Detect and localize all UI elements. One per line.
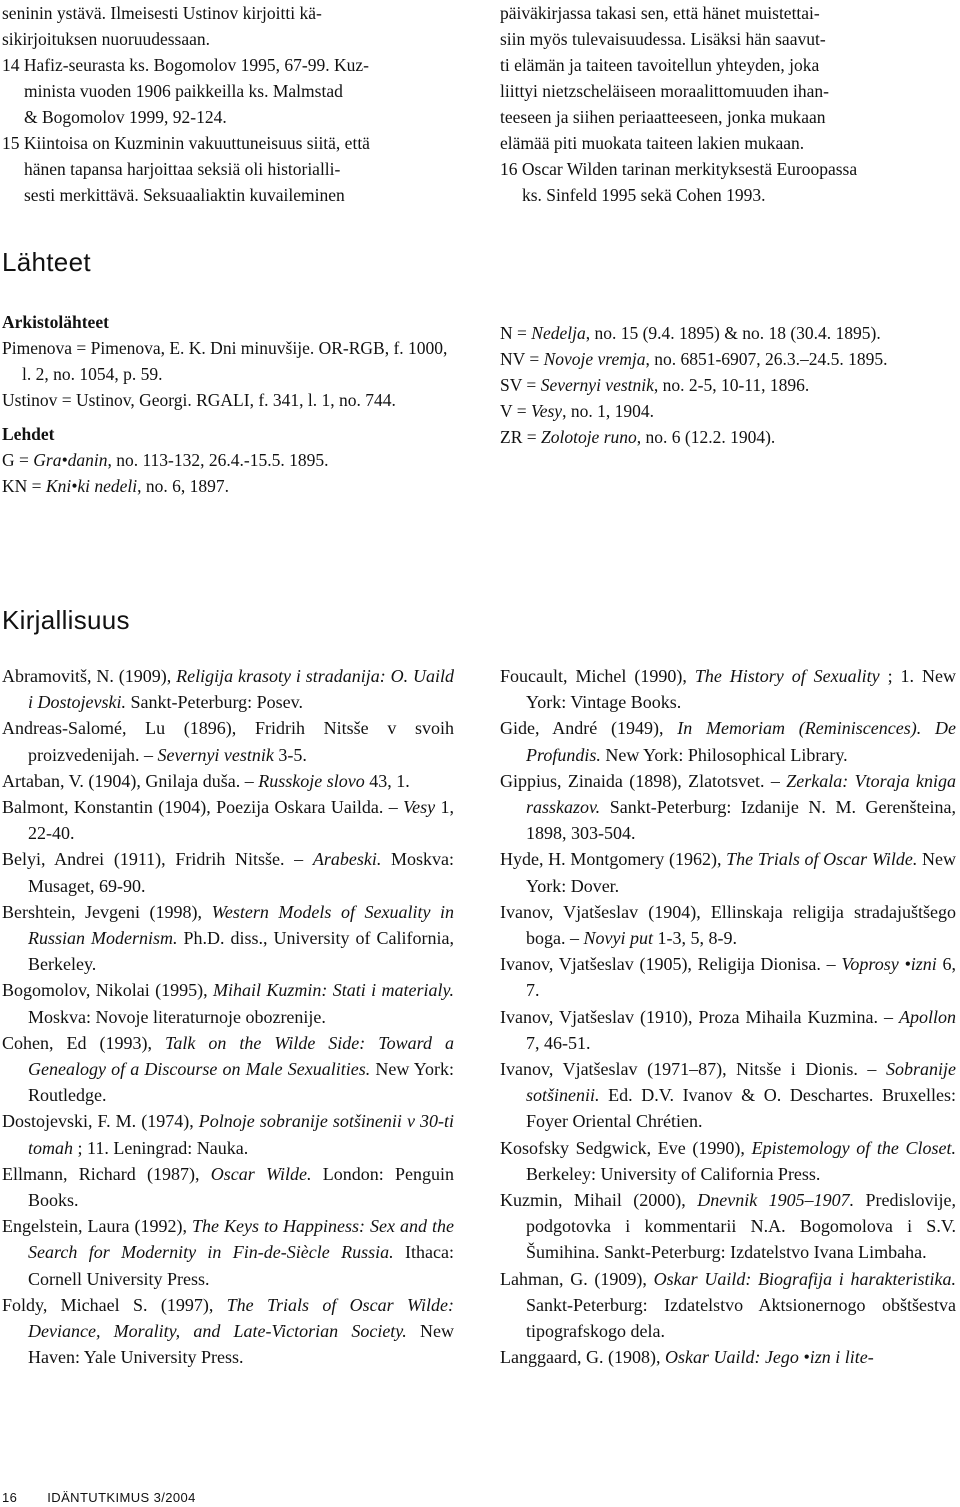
entry-details: Moskva: Musaget, 69-90. (28, 849, 454, 896)
entry-title: The Trials of Oscar Wilde. (726, 849, 918, 870)
entry-details: ; 11. Leningrad: Nauka. (73, 1137, 249, 1158)
archive-source-entry: Pimenova = Pimenova, E. K. Dni minuvšije. OR-RGB, f. 1000, l. 2, no. 1054, p. 59. (2, 338, 448, 384)
entry-text: Belyi, Andrei (1911), Fridrih Nitsše. – (2, 849, 313, 870)
entry-details: Moskva: Novoje literaturnoje obozrenije. (28, 1006, 326, 1027)
entry-text: Kuzmin, Mihail (2000), (500, 1190, 698, 1211)
bibliography-right-column (500, 663, 956, 1370)
entry-title: Novoje vremja (543, 349, 646, 369)
entry-text: G = (2, 450, 34, 470)
entry-details: Ed. D.V. Ivanov & O. Deschartes. Bruxelles: Foyer Oriental Chrétien. (526, 1085, 956, 1132)
entry-title: Polnoje sobranije sotšinenii v 30-ti tomah (28, 1111, 454, 1158)
archive-sources-list (2, 335, 454, 413)
entry-details: Sankt-Peterburg: Posev. (125, 692, 303, 713)
footnotes-left-column (2, 0, 450, 208)
entry-title: Vesy (530, 401, 563, 421)
bibliography-entry (2, 794, 454, 846)
entry-text: Hyde, H. Montgomery (1962), (500, 849, 727, 870)
footnote-line: sikirjoituksen nuoruudessaan. (2, 29, 211, 49)
entry-title: Religija krasoty i stradanija: O. Uaild i Dostojevski. (28, 666, 454, 713)
entry-details: 1, 22-40. (28, 797, 455, 844)
entry-title: Russkoje slovo (258, 770, 365, 791)
entry-title: Kni•ki nedeli (45, 476, 138, 496)
entry-details: New Haven: Yale University Press. (28, 1321, 454, 1368)
newspaper-entry (500, 424, 956, 450)
literature-heading: Kirjallisuus (2, 605, 130, 635)
entry-details: Predislovije, podgotovka i kommentarii N.A. Bogomolova i S.V. Šumihina. Sankt-Peterburg: Izdatelstvo Ivana Limbaha. (526, 1190, 957, 1263)
sources-right-column (500, 320, 956, 450)
entry-text: N = (500, 323, 532, 343)
footnote-line: minista vuoden 1906 paikkeilla ks. Malmstad (24, 81, 343, 101)
footnote-line: päiväkirjassa takasi sen, että hänet muistettai- (500, 3, 820, 23)
entry-title: Zerkala: Vtoraja kniga rasskazov. (526, 770, 957, 818)
entry-details: Berkeley: University of California Press. (526, 1163, 821, 1184)
entry-details: , no. 15 (9.4. 1895) & no. 18 (30.4. 1895). (585, 323, 881, 343)
entry-details: , no. 2-5, 10-11, 1896. (653, 375, 810, 395)
entry-title: The History of Sexuality (694, 666, 880, 686)
bibliography-entry (2, 1108, 454, 1160)
footnote-line: 14 Hafiz-seurasta ks. Bogomolov 1995, 67-99. Kuz- (2, 55, 369, 75)
footnote-line: siin myös tulevaisuudessa. Lisäksi hän saavut- (500, 29, 826, 49)
bibliography-entry (2, 1161, 454, 1213)
entry-title: Vesy (403, 797, 436, 818)
entry-details: , no. 6 (12.2. 1904). (636, 427, 776, 447)
sources-heading: Lähteet (2, 247, 91, 277)
entry-details: , no. 6851-6907, 26.3.–24.5. 1895. (645, 349, 888, 369)
footnote-line: hänen tapansa harjoittaa seksiä oli historialli- (24, 159, 341, 179)
bibliography-entry (500, 1266, 956, 1345)
entry-text: SV = (500, 375, 541, 395)
entry-title: Nedelja (531, 323, 586, 343)
entry-text: Artaban, V. (1904), Gnilaja duša. – (2, 770, 259, 791)
footnote-line: & Bogomolov 1999, 92-124. (24, 107, 227, 127)
entry-title: Epistemology of the Closet. (751, 1137, 957, 1158)
entry-details: New York: Philosophical Library. (600, 744, 848, 765)
entry-details: Sankt-Peterburg: Izdatelstvo Aktsionernogo obštšestva tipografskogo dela. (526, 1294, 956, 1342)
entry-title: Oscar Wilde. (210, 1163, 312, 1184)
footnote-line: 15 Kiintoisa on Kuzminin vakuuttuneisuus siitä, että (2, 133, 370, 153)
entry-text: Ivanov, Vjatšeslav (1905), Religija Dionisa. – (500, 954, 842, 975)
entry-text: V = (500, 401, 531, 421)
entry-text: Dostojevski, F. M. (1974), (2, 1111, 199, 1132)
entry-text: Kosofsky Sedgwick, Eve (1990), (500, 1137, 752, 1158)
entry-title: Mihail Kuzmin: Stati i materialy. (212, 980, 454, 1001)
bibliography-left-column (2, 663, 454, 1370)
bibliography-entry (2, 1292, 454, 1371)
bibliography-entry (500, 715, 956, 767)
footnotes-right-column (500, 0, 956, 208)
newspapers-list (2, 447, 454, 499)
entry-text: ZR = (500, 427, 541, 447)
newspaper-entry (500, 346, 956, 372)
archive-sources-title: Arkistolähteet (2, 312, 109, 332)
entry-text: Bogomolov, Nikolai (1995), (2, 980, 213, 1001)
entry-text: Balmont, Konstantin (1904), Poezija Oskara Uailda. – (2, 797, 404, 818)
entry-title: Talk on the Wilde Side: Toward a Genealogy of a Discourse on Male Sexualities. (28, 1032, 454, 1080)
entry-text: Abramovitš, N. (1909), (2, 666, 177, 686)
entry-text: KN = (2, 476, 46, 496)
bibliography-entry (2, 768, 454, 794)
entry-title: Zolotoje runo (540, 427, 637, 447)
entry-text: Ellmann, Richard (1987), (2, 1163, 211, 1184)
entry-text: NV = (500, 349, 544, 369)
entry-text: Foldy, Michael S. (1997), (2, 1294, 227, 1315)
footnote-line: sesti merkittävä. Seksuaaliaktin kuvaileminen (24, 185, 345, 205)
entry-text: Ivanov, Vjatšeslav (1971–87), Nitsše i Dionis. – (500, 1059, 886, 1080)
entry-text: Gippius, Zinaida (1898), Zlatotsvet. – (500, 770, 787, 791)
entry-text: Lahman, G. (1909), (500, 1268, 654, 1289)
entry-title: In Memoriam (Reminiscences). De Profundis. (526, 718, 956, 765)
entry-details: New York: Dover. (526, 849, 956, 896)
bibliography-entry (500, 1056, 956, 1135)
newspapers-title: Lehdet (2, 424, 55, 444)
entry-details: 7, 46-51. (526, 1032, 591, 1053)
entry-title: Novyi put (583, 928, 653, 949)
footnote-line: 16 Oscar Wilden tarinan merkityksestä Euroopassa (500, 159, 858, 179)
entry-details: London: Penguin Books. (28, 1163, 454, 1211)
entry-text: Engelstein, Laura (1992), (2, 1216, 192, 1237)
entry-details: 1-3, 5, 8-9. (653, 928, 737, 949)
entry-details: 6, 7. (526, 954, 957, 1001)
newspaper-entry (500, 320, 956, 346)
entry-details: Sankt-Peterburg: Izdanije N. M. Gerenšteina, 1898, 303-504. (526, 797, 956, 844)
bibliography-entry (2, 977, 454, 1029)
bibliography-entry (500, 768, 956, 847)
entry-details: 3-5. (273, 744, 307, 765)
entry-title: Severnyi vestnik (157, 744, 274, 765)
bibliography-entry (2, 899, 454, 978)
bibliography-entry (2, 663, 454, 715)
entry-details: New York: Routledge. (28, 1059, 454, 1106)
entry-details: ; 1. New York: Vintage Books. (526, 666, 956, 713)
newspaper-entry (500, 372, 956, 398)
journal-name: IDÄNTUTKIMUS 3/2004 (47, 1490, 196, 1505)
entry-title: Oskar Uaild: Jego •izn i lite- (664, 1347, 874, 1368)
entry-title: Sobranije sotšinenii. (526, 1059, 956, 1106)
entry-text: Cohen, Ed (1993), (2, 1032, 165, 1053)
bibliography-entry (500, 1004, 956, 1056)
entry-title: Western Models of Sexuality in Russian Modernism. (28, 901, 454, 949)
footnote-line: ti elämän ja taiteen tavoitellun yhteyden, joka (500, 55, 820, 75)
bibliography-entry (500, 899, 956, 951)
entry-details: , no. 6, 1897. (137, 476, 229, 496)
bibliography-entry (500, 951, 956, 1003)
entry-details: 43, 1. (364, 770, 410, 791)
bibliography-entry (500, 1135, 956, 1187)
bibliography-entry (2, 1030, 454, 1109)
bibliography-entry (500, 846, 956, 898)
sources-left-column (2, 309, 454, 499)
newspaper-entry (500, 398, 956, 424)
entry-text: Ivanov, Vjatšeslav (1910), Proza Mihaila Kuzmina. – (500, 1006, 899, 1027)
entry-title: The Keys to Happiness: Sex and the Search for Modernity in Fin-de-Siècle Russia. (28, 1216, 455, 1263)
entry-text: Ivanov, Vjatšeslav (1904), Ellinskaja religija stradajuštšego boga. – (500, 901, 956, 949)
entry-title: Dnevnik 1905–1907. (697, 1190, 855, 1211)
entry-title: Arabeski. (312, 849, 382, 870)
footnote-line: ks. Sinfeld 1995 sekä Cohen 1993. (522, 185, 766, 205)
entry-title: Apollon (899, 1006, 956, 1027)
entry-text: Foucault, Michel (1990), (500, 666, 695, 686)
footnote-line: seninin ystävä. Ilmeisesti Ustinov kirjoitti kä- (2, 3, 322, 23)
bibliography-entry (500, 1344, 956, 1370)
footnote-line: liittyi nietzscheläiseen moraalittomuuden ihan- (500, 81, 829, 101)
footnote-line: elämää piti muokata taiteen lakien mukaan. (500, 133, 805, 153)
newspaper-entry (2, 473, 454, 499)
newspaper-entry (2, 447, 454, 473)
bibliography-entry (500, 1187, 956, 1266)
entry-details: Ithaca: Cornell University Press. (28, 1242, 454, 1289)
entry-text: Bershtein, Jevgeni (1998), (2, 901, 212, 922)
page-footer (2, 1490, 196, 1505)
entry-title: Severnyi vestnik (540, 375, 654, 395)
bibliography-entry (2, 1213, 454, 1292)
entry-details: Ph.D. diss., University of California, Berkeley. (28, 928, 455, 975)
entry-title: The Trials of Oscar Wilde: Deviance, Morality, and Late-Victorian Society. (28, 1294, 454, 1342)
entry-text: Andreas-Salomé, Lu (1896), Fridrih Nitsše v svoih proizvedenijah. – (2, 718, 454, 765)
bibliography-entry (500, 663, 956, 715)
entry-details: , no. 1, 1904. (562, 401, 654, 421)
bibliography-entry (2, 715, 454, 767)
entry-text: Langgaard, G. (1908), (500, 1347, 665, 1368)
page-number: 16 (2, 1490, 18, 1505)
entry-title: Gra•danin (33, 450, 108, 470)
footnote-line: teeseen ja siihen periaatteeseen, jonka mukaan (500, 107, 826, 127)
bibliography-entry (2, 846, 454, 898)
archive-source-entry: Ustinov = Ustinov, Georgi. RGALI, f. 341, l. 1, no. 744. (2, 390, 396, 410)
entry-title: Oskar Uaild: Biografija i harakteristika. (653, 1268, 956, 1289)
entry-text: Gide, André (1949), (500, 718, 678, 739)
entry-title: Voprosy •izni (841, 954, 937, 975)
entry-details: , no. 113-132, 26.4.-15.5. 1895. (107, 450, 329, 470)
